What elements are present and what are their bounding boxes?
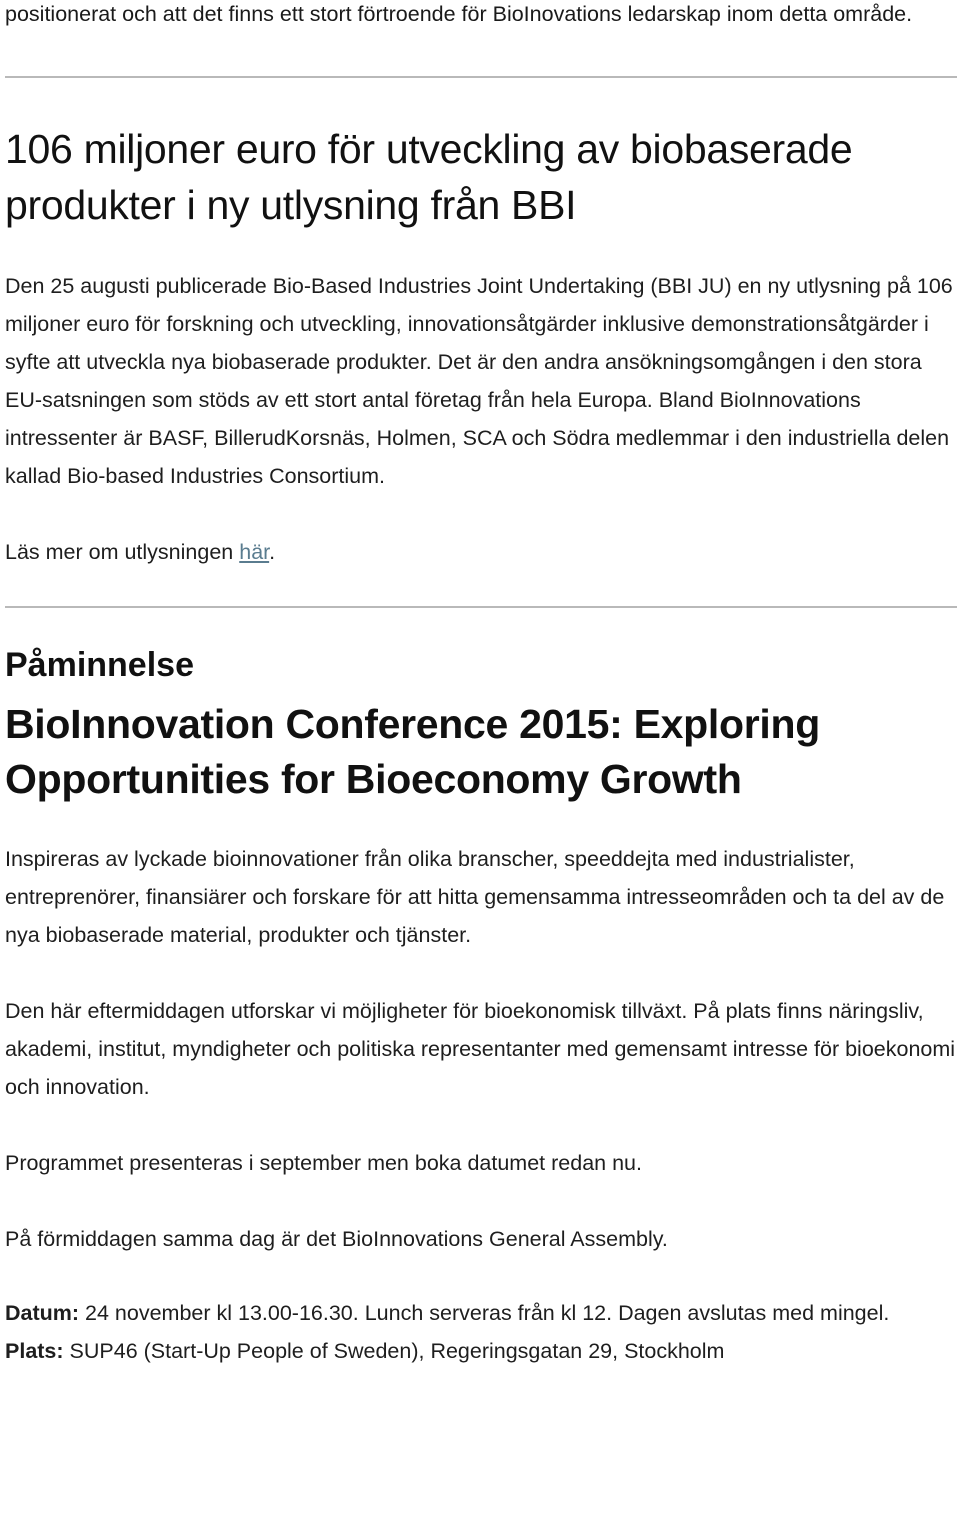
section-divider	[5, 76, 957, 78]
place-value: SUP46 (Start-Up People of Sweden), Regeringsgatan 29, Stockholm	[63, 1339, 725, 1363]
reminder-label: Påminnelse	[5, 646, 194, 684]
read-more-link[interactable]: här	[239, 540, 270, 564]
conference-paragraph-2: Den här eftermiddagen utforskar vi möjligheter för bioekonomisk tillväxt. På plats finns näringsliv, akademi, institut, myndigheter och politiska representanter med gemensamt intresse för bioekonomi och innovation.	[5, 999, 956, 1099]
bbi-heading: 106 miljoner euro för utveckling av biobaserade produkter i ny utlysning från BBI	[5, 126, 853, 228]
place-label: Plats:	[5, 1339, 64, 1363]
conference-paragraph-1: Inspireras av lyckade bioinnovationer från olika branscher, speeddejta med industrialister, entreprenörer, finansiärer och forskare för att hitta gemensamma intresseområden och ta del av de nya biobaserade material, produkter och tjänster.	[5, 847, 945, 947]
section-divider	[5, 606, 957, 608]
conference-title: BioInnovation Conference 2015: Exploring Opportunities for Bioeconomy Growth	[5, 701, 820, 802]
read-more-prefix: Läs mer om utlysningen	[5, 540, 240, 564]
bbi-section	[5, 121, 957, 571]
read-more-suffix: .	[269, 540, 276, 564]
place-row	[5, 1332, 957, 1370]
reminder-section	[5, 643, 957, 1370]
date-row	[5, 1294, 957, 1332]
date-value: 24 november kl 13.00-16.30. Lunch serveras från kl 12. Dagen avslutas med mingel.	[79, 1301, 890, 1325]
conference-paragraph-4: På förmiddagen samma dag är det BioInnovations General Assembly.	[5, 1227, 668, 1251]
read-more-line	[5, 533, 957, 571]
conference-paragraph-3: Programmet presenteras i september men boka datumet redan nu.	[5, 1151, 642, 1175]
bbi-body: Den 25 augusti publicerade Bio-Based Industries Joint Undertaking (BBI JU) en ny utlysning på 106 miljoner euro för forskning och utveckling, innovationsåtgärder inklusive demonstrationsåtgärder i syfte att utveckla nya biobaserade produkter. Det är den andra ansökningsomgången i den stora EU-satsningen som stöds av ett stort antal företag från hela Europa. Bland BioInnovations intressenter är BASF, BillerudKorsnäs, Holmen, SCA och Södra medlemmar i den industriella delen kallad Bio-based Industries Consortium.	[5, 274, 953, 488]
intro-paragraph: positionerat och att det finns ett stort förtroende för BioInovations ledarskap inom detta område.	[5, 2, 913, 26]
date-label: Datum:	[5, 1301, 80, 1325]
newsletter-page	[5, 0, 957, 1370]
